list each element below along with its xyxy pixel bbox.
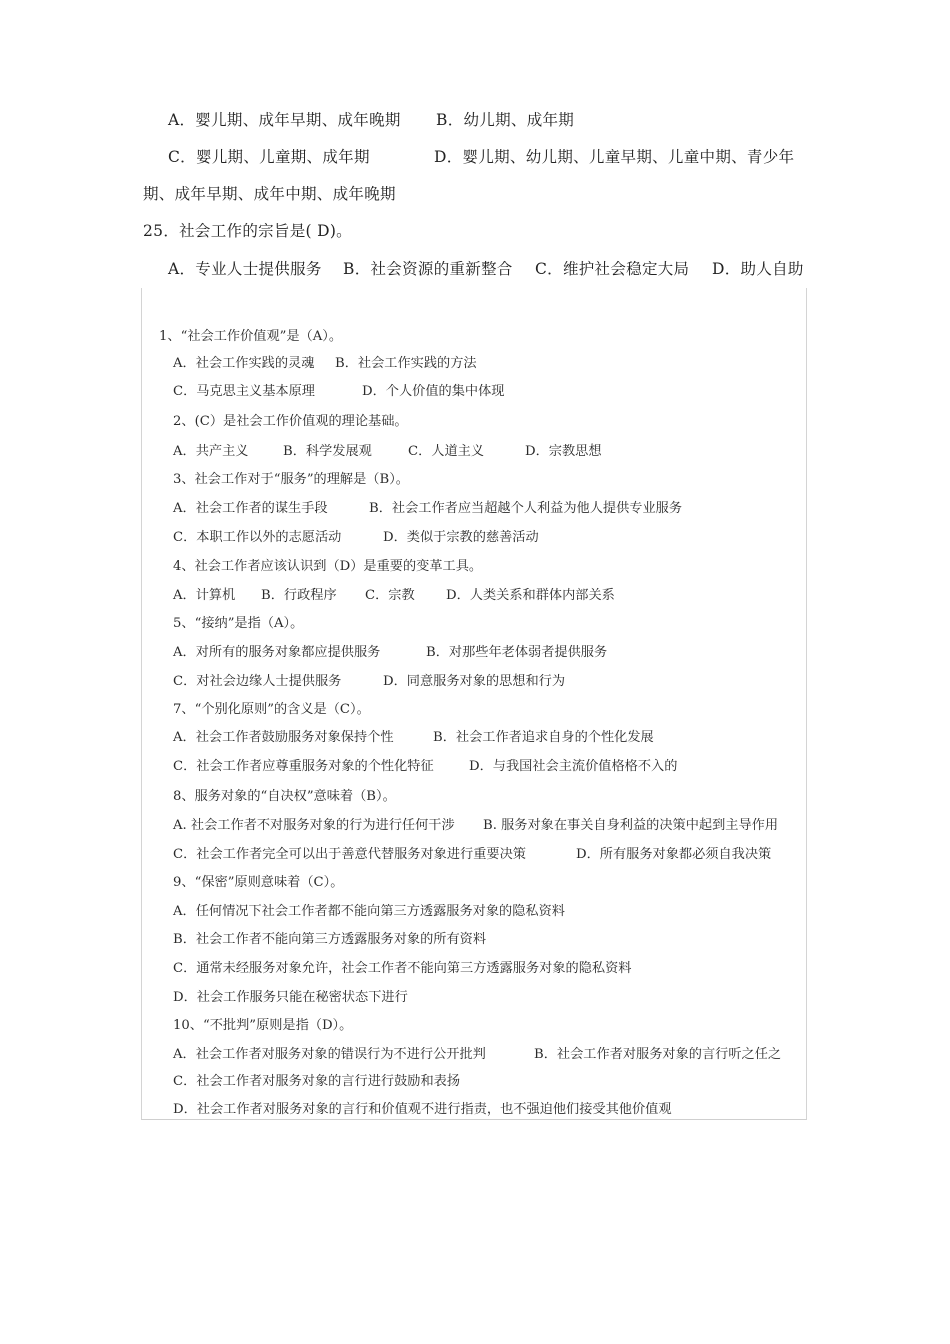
- q25-option-b: B．社会资源的重新整合: [343, 260, 513, 278]
- q2-option-d: D．宗教思想: [525, 444, 602, 459]
- q3-option-d: D．类似于宗教的慈善活动: [383, 530, 539, 545]
- q4-stem: 4、社会工作者应该认识到（D）是重要的变革工具。: [173, 559, 483, 574]
- q3-option-b: B．社会工作者应当超越个人利益为他人提供专业服务: [369, 501, 683, 516]
- q4-option-b: B．行政程序: [261, 588, 337, 603]
- q24-option-d: D．婴儿期、幼儿期、儿童早期、儿童中期、青少年: [434, 148, 795, 166]
- q1-option-b: B．社会工作实践的方法: [335, 356, 477, 371]
- q10-option-b: B．社会工作者对服务对象的言行听之任之: [534, 1047, 782, 1062]
- q1-option-c: C．马克思主义基本原理: [173, 384, 315, 399]
- q1-stem: 1、“社会工作价值观”是（A）。: [159, 329, 343, 344]
- q2-option-c: C．人道主义: [408, 444, 485, 459]
- q7-option-c: C．社会工作者应尊重服务对象的个性化特征: [173, 759, 434, 774]
- q9-option-a: A．任何情况下社会工作者都不能向第三方透露服务对象的隐私资料: [173, 904, 565, 919]
- q10-option-a: A．社会工作者对服务对象的错误行为不进行公开批判: [173, 1047, 486, 1062]
- q5-stem: 5、“接纳”是指（A）。: [173, 616, 304, 631]
- q25-option-d: D．助人自助: [712, 260, 804, 278]
- q8-option-d: D．所有服务对象都必须自我决策: [576, 847, 772, 862]
- q8-stem: 8、服务对象的“自决权”意味着（B）。: [173, 789, 396, 804]
- q9-option-b: B．社会工作者不能向第三方透露服务对象的所有资料: [173, 932, 487, 947]
- q7-option-a: A．社会工作者鼓励服务对象保持个性: [173, 730, 394, 745]
- q24-option-c: C．婴儿期、儿童期、成年期: [168, 148, 370, 166]
- q9-option-c: C．通常未经服务对象允许，社会工作者不能向第三方透露服务对象的隐私资料: [173, 961, 632, 976]
- q1-option-a: A．社会工作实践的灵魂: [173, 356, 315, 371]
- q10-option-d: D．社会工作者对服务对象的言行和价值观不进行指责，也不强迫他们接受其他价值观: [173, 1102, 672, 1117]
- q5-option-b: B．对那些年老体弱者提供服务: [426, 645, 608, 660]
- q4-option-c: C．宗教: [365, 588, 415, 603]
- q5-option-c: C．对社会边缘人士提供服务: [173, 674, 342, 689]
- q9-option-d: D．社会工作服务只能在秘密状态下进行: [173, 990, 408, 1005]
- q3-stem: 3、社会工作对于“服务”的理解是（B）。: [173, 472, 409, 487]
- q3-option-a: A．社会工作者的谋生手段: [173, 501, 328, 516]
- q9-stem: 9、“保密”原则意味着（C）。: [173, 875, 344, 890]
- q5-option-a: A．对所有的服务对象都应提供服务: [173, 645, 381, 660]
- q25-stem: 25．社会工作的宗旨是( D)。: [143, 222, 352, 240]
- q8-option-c: C．社会工作者完全可以出于善意代替服务对象进行重要决策: [173, 847, 526, 862]
- q4-option-a: A．计算机: [173, 588, 236, 603]
- q4-option-d: D．人类关系和群体内部关系: [446, 588, 615, 603]
- q24-option-a: A．婴儿期、成年早期、成年晚期: [168, 111, 401, 129]
- q5-option-d: D．同意服务对象的思想和行为: [383, 674, 566, 689]
- q7-option-b: B．社会工作者追求自身的个性化发展: [433, 730, 654, 745]
- q25-option-a: A．专业人士提供服务: [168, 260, 322, 278]
- q8-option-a: A. 社会工作者不对服务对象的行为进行任何干涉: [173, 818, 455, 833]
- q8-option-b: B. 服务对象在事关自身利益的决策中起到主导作用: [483, 818, 779, 833]
- q3-option-c: C．本职工作以外的志愿活动: [173, 530, 342, 545]
- q25-option-c: C．维护社会稳定大局: [535, 260, 690, 278]
- q24-option-d-continued: 期、成年早期、成年中期、成年晚期: [143, 185, 396, 203]
- q10-option-c: C．社会工作者对服务对象的言行进行鼓励和表扬: [173, 1074, 461, 1089]
- q7-option-d: D．与我国社会主流价值格格不入的: [469, 759, 678, 774]
- q24-option-b: B．幼儿期、成年期: [436, 111, 575, 129]
- embedded-quiz-panel: [141, 288, 807, 1120]
- q2-option-a: A．共产主义: [173, 444, 249, 459]
- q10-stem: 10、“不批判”原则是指（D）。: [173, 1018, 353, 1033]
- q7-stem: 7、“个别化原则”的含义是（C）。: [173, 702, 370, 717]
- q1-option-d: D．个人价值的集中体现: [362, 384, 505, 399]
- q2-stem: 2、(C）是社会工作价值观的理论基础。: [173, 414, 408, 429]
- q2-option-b: B．科学发展观: [283, 444, 372, 459]
